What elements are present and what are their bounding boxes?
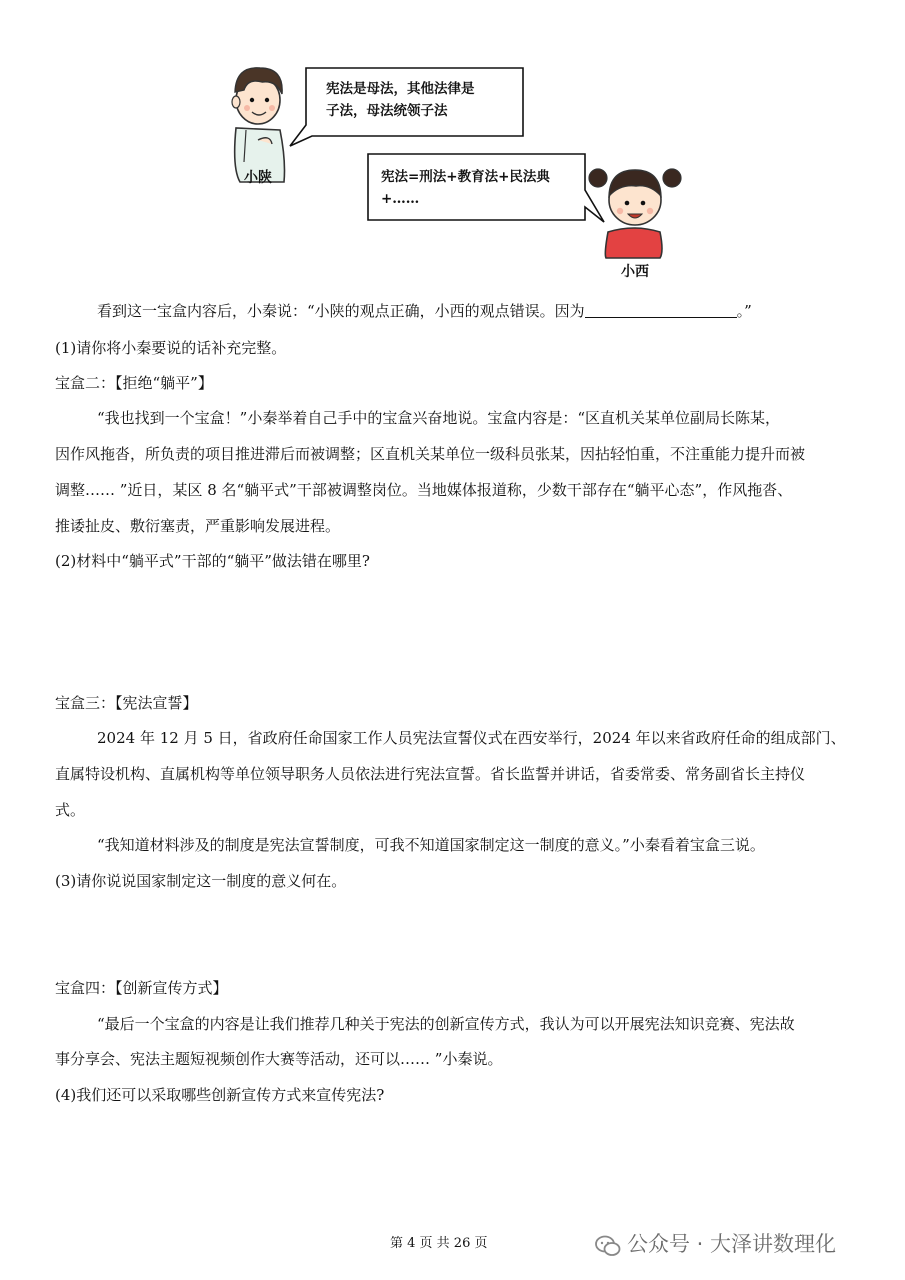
box2-heading: 宝盒二：【拒绝“躺平”】 bbox=[55, 374, 213, 392]
box4-para-line-2: 事分享会、宪法主题短视频创作大赛等活动，还可以…… ”小秦说。 bbox=[55, 1050, 503, 1068]
boy-bubble-line-2: 子法，母法统领子法 bbox=[326, 103, 448, 119]
page-number: 第 4 页 共 26 页 bbox=[390, 1236, 488, 1251]
box2-para-line-1: “我也找到一个宝盒！”小秦举着自己手中的宝盒兴奋地说。宝盒内容是：“区直机关某单位副局长陈某， bbox=[97, 409, 781, 427]
answer-blank[interactable] bbox=[585, 301, 737, 318]
question-2: (2)材料中“躺平式”干部的“躺平”做法错在哪里? bbox=[55, 552, 370, 570]
watermark-text: 公众号 · 大泽讲数理化 bbox=[627, 1232, 837, 1256]
box2-para-line-2: 因作风拖沓，所负责的项目推进滞后而被调整；区直机关某单位一级科员张某，因拈轻怕重，不注重能力提升而被 bbox=[55, 445, 806, 463]
box3-para-line-3: 式。 bbox=[55, 801, 86, 819]
question-3: (3)请你说说国家制定这一制度的意义何在。 bbox=[55, 872, 347, 890]
box1-statement-prefix: 看到这一宝盒内容后，小秦说：“小陕的观点正确，小西的观点错误。因为 bbox=[97, 302, 585, 320]
box4-para-line-1: “最后一个宝盒的内容是让我们推荐几种关于宪法的创新宣传方式，我认为可以开展宪法知识竞赛、宪法故 bbox=[97, 1015, 795, 1033]
wechat-watermark bbox=[595, 1228, 836, 1262]
girl-bubble-line-2: +…… bbox=[381, 191, 420, 207]
question-1: (1)请你将小秦要说的话补充完整。 bbox=[55, 339, 287, 357]
box2-para-line-3: 调整…… ”近日，某区 8 名“躺平式”干部被调整岗位。当地媒体报道称，少数干部存在“躺平心态”，作风拖沓、 bbox=[55, 481, 793, 499]
girl-bubble-line-1: 宪法=刑法+教育法+民法典 bbox=[381, 169, 550, 185]
box4-heading: 宝盒四：【创新宣传方式】 bbox=[55, 979, 228, 997]
girl-figure bbox=[589, 169, 681, 258]
box3-para-line-1: 2024 年 12 月 5 日，省政府任命国家工作人员宪法宣誓仪式在西安举行，2024 年以来省政府任命的组成部门、 bbox=[97, 729, 846, 747]
boy-bubble-line-1: 宪法是母法，其他法律是 bbox=[326, 81, 475, 97]
girl-bubble-text bbox=[381, 166, 550, 210]
box2-para-line-4: 推诿扯皮、敷衍塞责，严重影响发展进程。 bbox=[55, 517, 341, 535]
girl-name-label: 小西 bbox=[621, 264, 649, 280]
box1-statement-suffix: 。” bbox=[736, 302, 752, 320]
boy-figure bbox=[232, 68, 285, 182]
boy-bubble-text bbox=[326, 78, 475, 122]
boy-name-label: 小陕 bbox=[244, 170, 272, 186]
question-4: (4)我们还可以采取哪些创新宣传方式来宣传宪法? bbox=[55, 1086, 385, 1104]
box1-statement bbox=[97, 301, 752, 321]
cartoon-scene bbox=[0, 0, 905, 290]
wechat-icon bbox=[595, 1235, 621, 1262]
box3-para-line-2: 直属特设机构、直属机构等单位领导职务人员依法进行宪法宣誓。省长监誓并讲话，省委常委、常务副省长主持仪 bbox=[55, 765, 806, 783]
box3-quote: “我知道材料涉及的制度是宪法宣誓制度，可我不知道国家制定这一制度的意义。”小秦看着宝盒三说。 bbox=[97, 836, 765, 854]
box3-heading: 宝盒三：【宪法宣誓】 bbox=[55, 694, 198, 712]
illustration bbox=[0, 0, 905, 290]
